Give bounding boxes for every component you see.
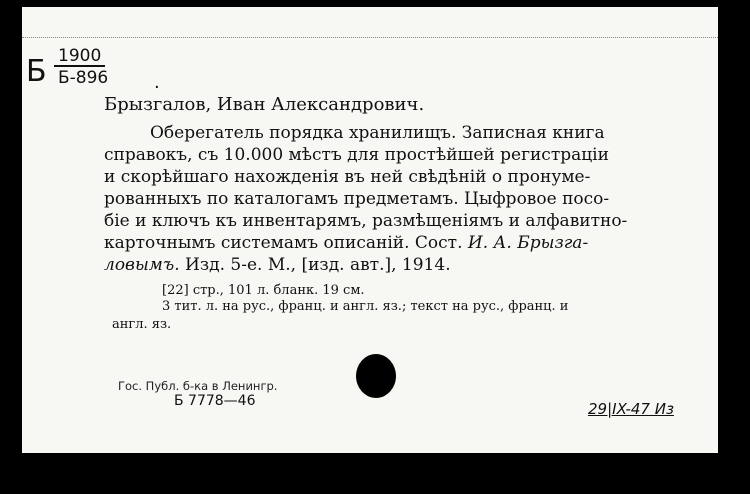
card-dotted-rule <box>22 37 718 38</box>
library-name: Гос. Публ. б-ка в Ленингр. <box>118 379 278 393</box>
body-line-1: Оберегатель порядка хранилищъ. Записная книга <box>150 123 605 143</box>
collation-line-1: [22] стр., 101 л. бланк. 19 см. <box>162 283 365 298</box>
body-line-5: біе и ключъ къ инвентарямъ, размѣщеніямъ и алфавитно- <box>104 211 628 231</box>
shelfmark-numerator: 1900 <box>54 47 105 67</box>
shelfmark-denominator: Б-896 <box>58 68 109 88</box>
imprint-line <box>104 255 451 275</box>
punch-hole <box>356 354 396 398</box>
catalog-card: Б 1900 Б-896 . Брызгалов, Иван Александрович. Оберегатель порядка хранилищъ. Записная книга справокъ, съ 10.000 мѣстъ для простѣйшей регистраціи и скорѣйшаго нахожденія въ ней свѣдѣній о пронуме- рованныхъ по каталогамъ предметамъ. Цыфровое посо- біе и ключъ къ инвентарямъ, размѣщеніямъ и алфавитно- карточнымъ системамъ описаній. Сост. И. А. Брызга- ловымъ. Изд. 5-е. М., [изд. авт.], 1914. [22] стр., 101 л. бланк. 19 см. 3 тит. л. на рус., франц. и англ. яз.; текст на рус., франц. и англ. яз. Гос. Публ. б-ка в Ленингр. Б 7778—46 29|IX-47 Из <box>22 7 718 453</box>
author-heading: Брызгалов, Иван Александрович. <box>104 94 425 115</box>
collation-line-3: англ. яз. <box>112 317 172 332</box>
body-line-4: рованныхъ по каталогамъ предметамъ. Цыфровое посо- <box>104 189 610 209</box>
shelfmark-prefix: Б <box>26 54 47 89</box>
library-code: Б 7778—46 <box>174 393 256 409</box>
collation-line-2: 3 тит. л. на рус., франц. и англ. яз.; текст на рус., франц. и <box>162 299 569 314</box>
author-statement-1: И. А. Брызга- <box>467 233 589 253</box>
body-line-2: справокъ, съ 10.000 мѣстъ для простѣйшей регистраціи <box>104 145 609 165</box>
body-line-6 <box>104 233 588 253</box>
handwritten-note: 29|IX-47 Из <box>588 400 674 418</box>
imprint: Изд. 5-е. М., [изд. авт.], 1914. <box>185 255 451 275</box>
body-line-3: и скорѣйшаго нахожденія въ ней свѣдѣній о пронуме- <box>104 167 591 187</box>
body-line-6-text: карточнымъ системамъ описаній. Сост. <box>104 233 463 253</box>
author-statement-2: ловымъ. <box>104 255 180 275</box>
